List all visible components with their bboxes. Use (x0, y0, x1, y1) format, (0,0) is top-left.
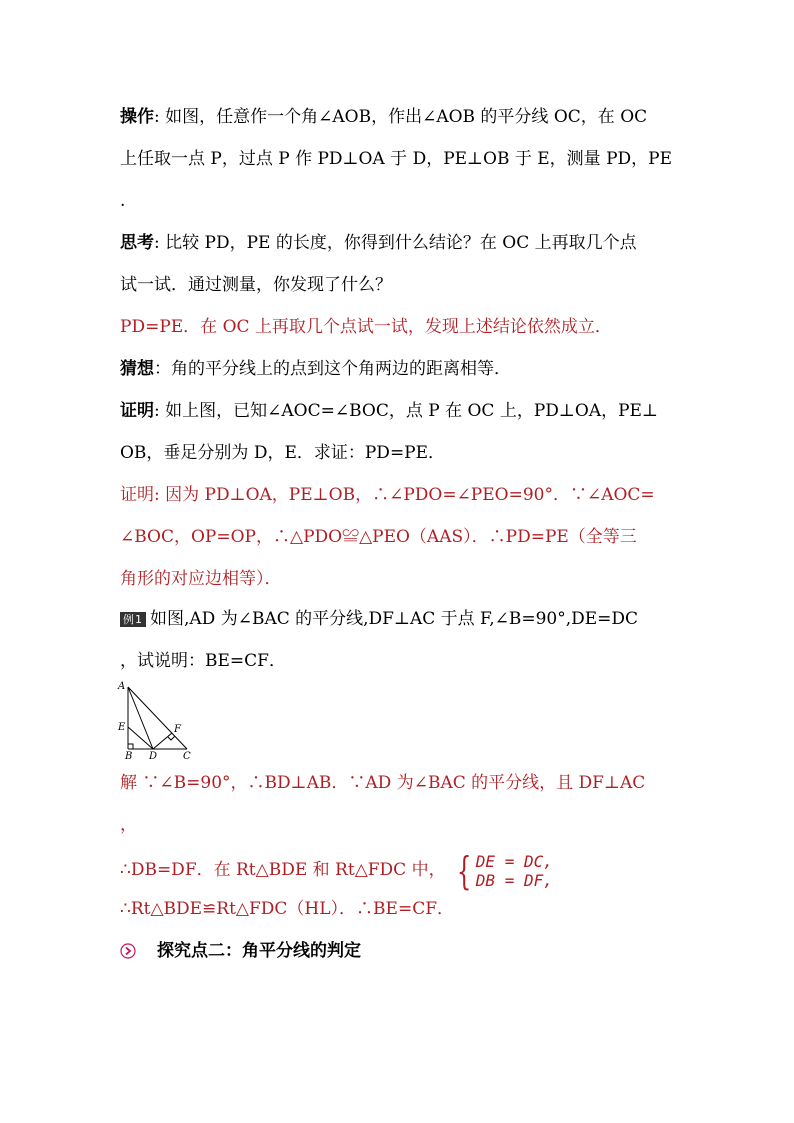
proof-answer-3: 角形的对应边相等）． (120, 569, 282, 589)
solution-line-1: 解 ∵∠B=90°，∴BD⊥AB．∵AD 为∠BAC 的平分线，且 DF⊥AC (120, 773, 646, 793)
operation-line-2: 上任取一点 P，过点 P 作 PD⊥OA 于 D，PE⊥OB 于 E，测量 PD，PE (120, 149, 673, 169)
think-line-2: 试一试．通过测量，你发现了什么？ (120, 275, 392, 295)
think-text-1: : 比较 PD，PE 的长度，你得到什么结论？在 OC 上再取几个点 (154, 233, 637, 253)
right-angle-f (168, 736, 175, 740)
example-line-2: ，试说明：BE=CF． (120, 651, 286, 671)
equation-system: { DE = DC, DB = DF, (456, 848, 553, 893)
operation-label: 操作 (120, 107, 154, 127)
operation-line-3: . (120, 191, 126, 211)
solution-line-4: ∴Rt△BDE≌Rt△FDC（HL）．∴BE=CF． (120, 899, 454, 919)
equation-2: DB = DF, (475, 870, 553, 890)
label-d: D (149, 751, 158, 761)
section-title: 探究点二：角平分线的判定 (157, 941, 361, 961)
solution-line-2: ， (120, 815, 137, 835)
triangle-diagram (115, 679, 195, 761)
label-f: F (174, 724, 181, 735)
think-line-1 (120, 231, 637, 255)
proof-answer-1: 证明: 因为 PD⊥OA，PE⊥OB，∴∠PDO=∠PEO=90°．∵∠AOC= (120, 485, 655, 505)
operation-line-1 (120, 105, 647, 129)
think-answer: PD=PE．在 OC 上再取几个点试一试，发现上述结论依然成立． (120, 317, 612, 337)
think-label: 思考 (120, 233, 154, 253)
operation-text-1: : 如图，任意作一个角∠AOB，作出∠AOB 的平分线 OC，在 OC (154, 107, 648, 127)
equation-1: DE = DC, (475, 851, 553, 871)
bisector-ad (128, 687, 153, 749)
segment-de (128, 727, 153, 749)
proof-line-1 (120, 399, 658, 423)
proof-answer-2: ∠BOC，OP=OP，∴△PDO≌△PEO（AAS）．∴PD=PE（全等三 (120, 527, 637, 547)
segment-df (153, 733, 172, 749)
label-b: B (125, 751, 133, 761)
label-e: E (118, 722, 126, 733)
example-text-1: 如图,AD 为∠BAC 的平分线,DF⊥AC 于点 F,∠B=90°,DE=DC (150, 609, 639, 629)
chevron-circle-icon (120, 943, 136, 959)
guess-text: ：角的平分线上的点到这个角两边的距离相等． (154, 359, 511, 379)
proof-line-2: OB，垂足分别为 D，E．求证：PD=PE． (120, 443, 446, 463)
proof-text-1: : 如上图，已知∠AOC=∠BOC，点 P 在 OC 上，PD⊥OA，PE⊥ (154, 401, 658, 421)
guess-line (120, 357, 511, 381)
label-a: A (118, 681, 126, 692)
example-icon: 例1 (120, 612, 146, 627)
label-c: C (183, 751, 191, 761)
proof-label: 证明 (120, 401, 154, 421)
right-angle-b (128, 744, 133, 749)
solution-text-3: ∴DB=DF．在 Rt△BDE 和 Rt△FDC 中， (120, 860, 446, 880)
example-line-1 (120, 607, 638, 631)
side-ac (128, 687, 187, 749)
solution-line-3 (120, 848, 553, 893)
guess-label: 猜想 (120, 359, 154, 379)
